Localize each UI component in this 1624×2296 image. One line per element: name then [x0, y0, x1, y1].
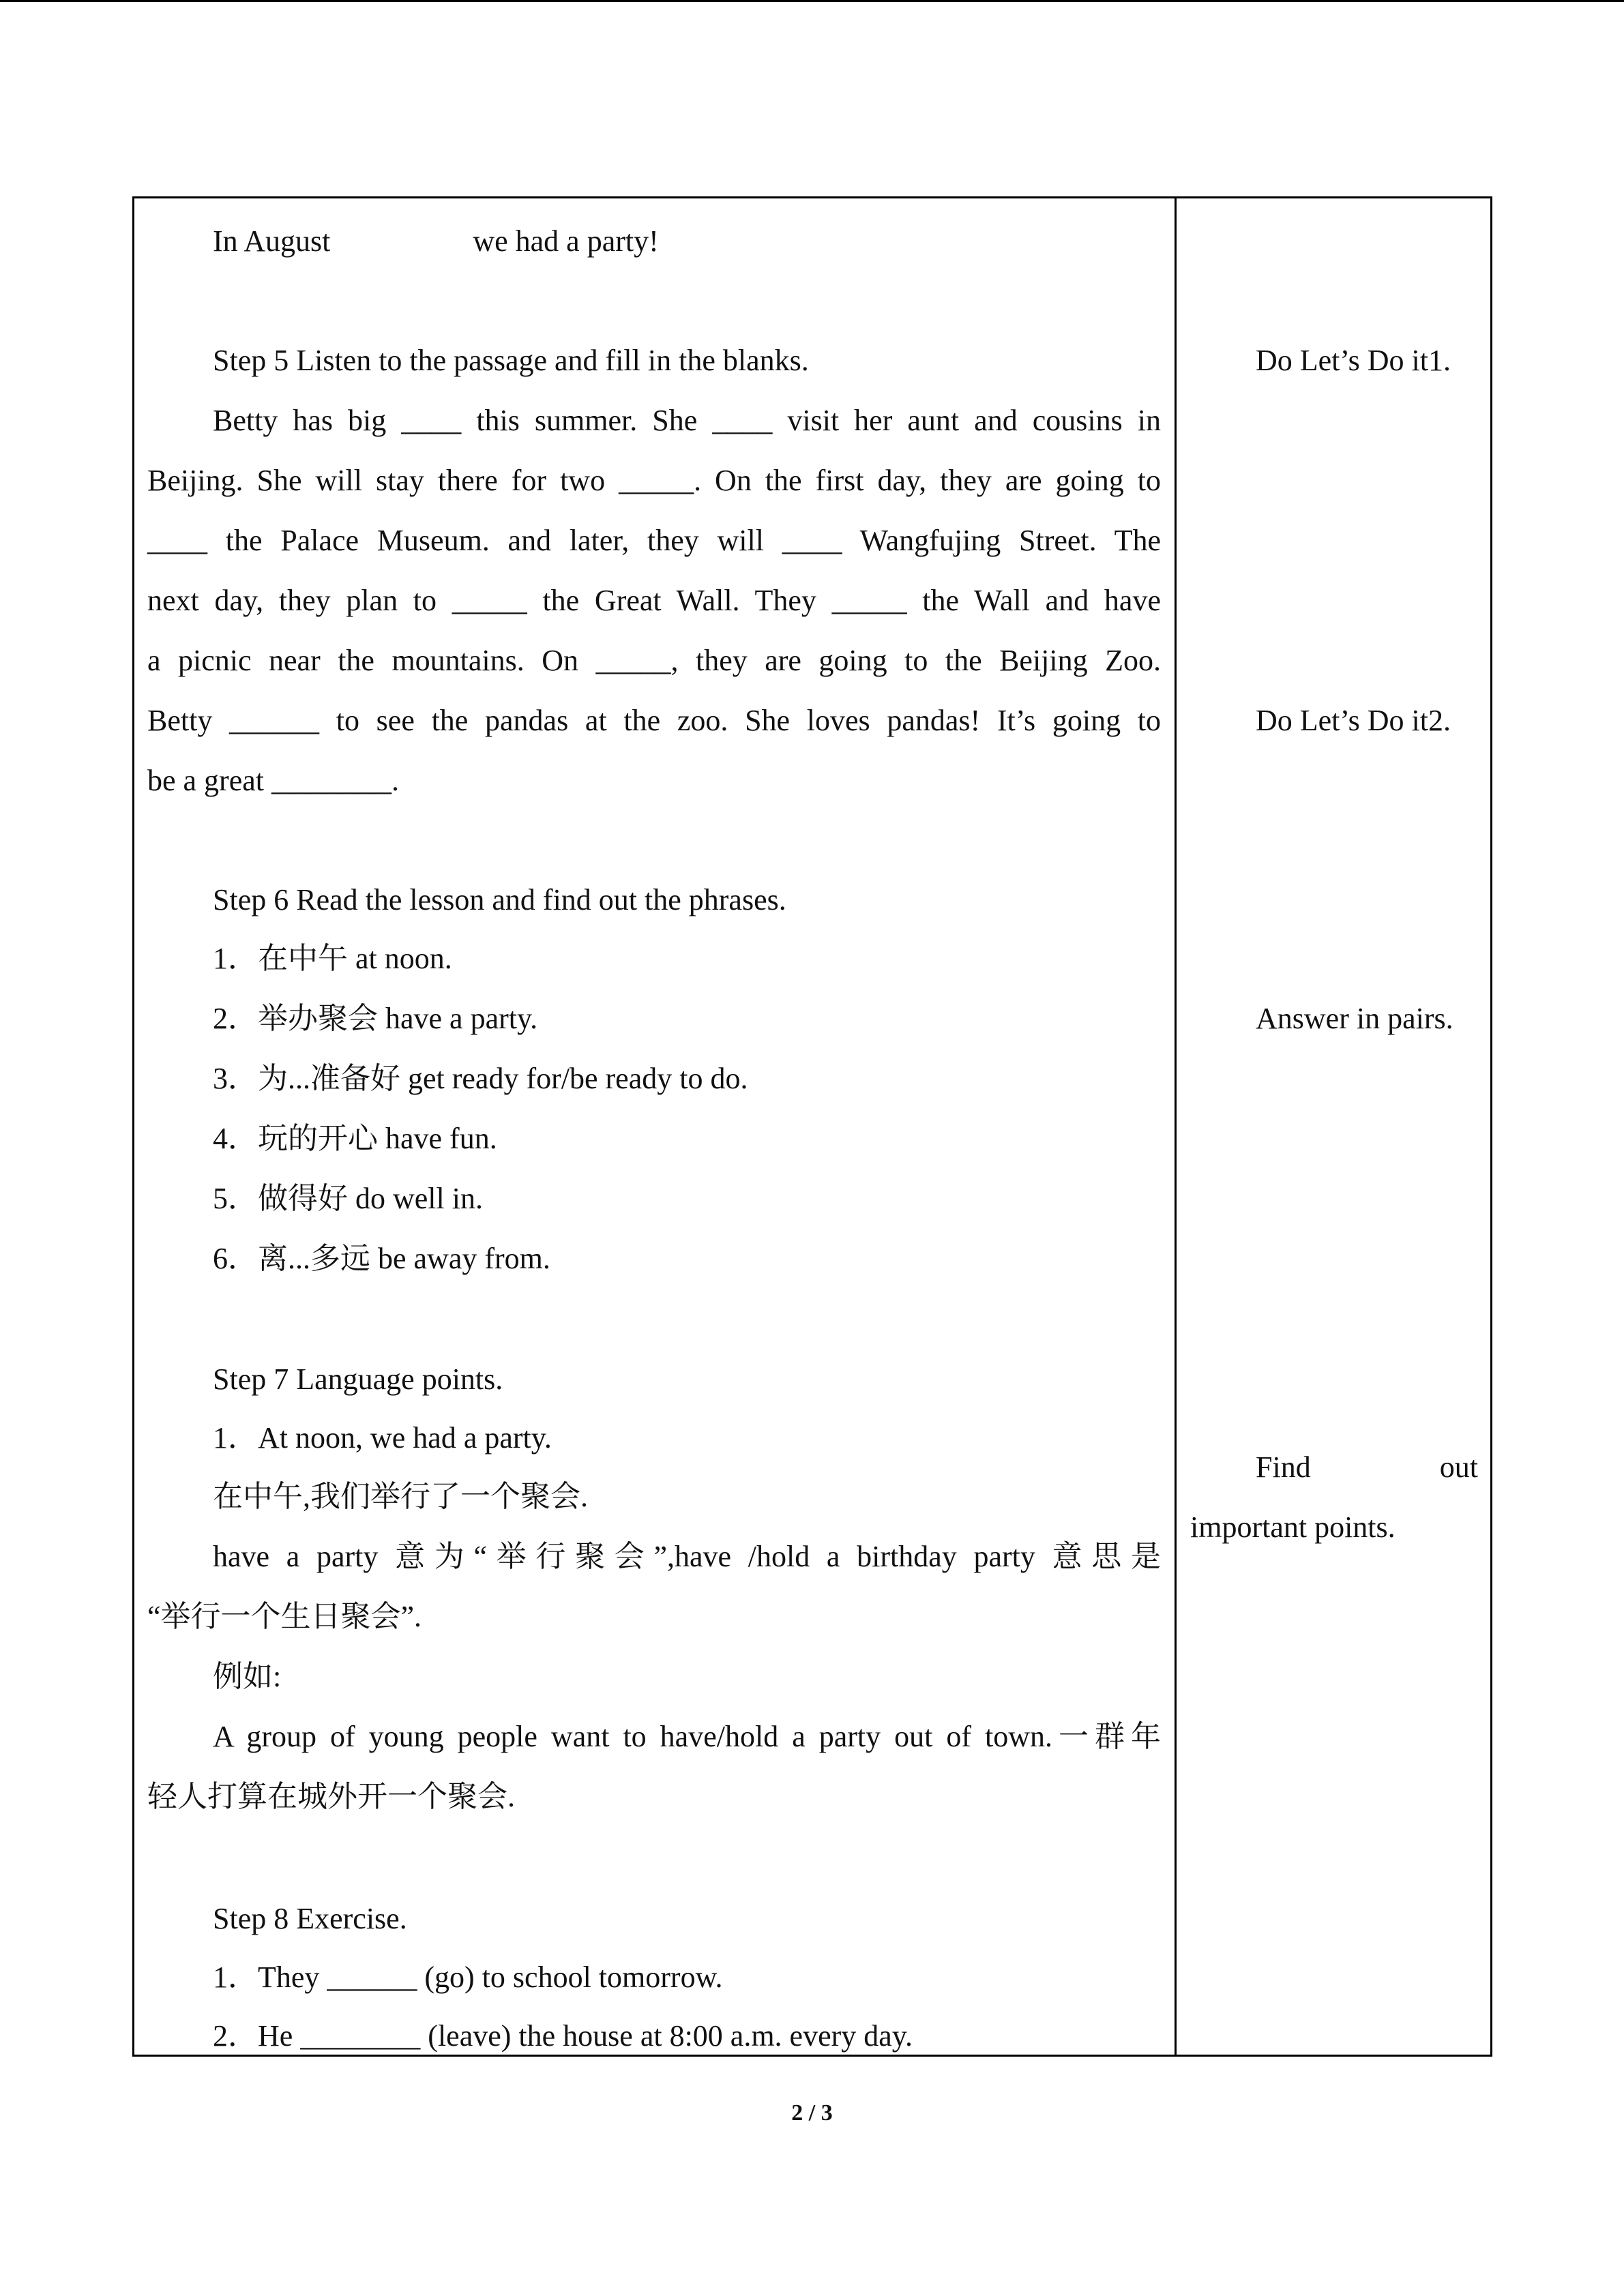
- list-item: 4．玩的开心 have fun.: [213, 1122, 497, 1155]
- text-line: A group of young people want to have/hold a party out of town.一群年: [213, 1720, 1161, 1753]
- list-item: 3．为...准备好 get ready for/be ready to do.: [213, 1062, 748, 1095]
- column-divider: [1175, 196, 1177, 2057]
- text-line: be a great ________.: [147, 764, 399, 797]
- text-line: have a party 意为“举行聚会”,have /hold a birthday party 意思是: [213, 1540, 1161, 1573]
- step-heading: Step 5 Listen to the passage and fill in the blanks.: [213, 344, 809, 377]
- text-line: Betty ______ to see the pandas at the zoo. She loves pandas! It’s going to: [147, 704, 1161, 737]
- text-line: In August we had a party!: [213, 224, 659, 258]
- list-item: 6．离...多远 be away from.: [213, 1242, 550, 1275]
- text-line: 在中午,我们举行了一个聚会.: [213, 1480, 588, 1513]
- text-line: “举行一个生日聚会”.: [147, 1600, 422, 1633]
- activity-note: Do Let’s Do it1.: [1256, 344, 1451, 377]
- activity-note: important points.: [1190, 1510, 1396, 1544]
- text-line: Beijing. She will stay there for two _____. On the first day, they are going to: [147, 464, 1161, 497]
- list-item: 1．At noon, we had a party.: [213, 1421, 552, 1455]
- text-line: Betty has big ____ this summer. She ____ visit her aunt and cousins in: [213, 404, 1161, 437]
- activity-note: Answer in pairs.: [1256, 1002, 1453, 1035]
- list-item: 2．举办聚会 have a party.: [213, 1002, 538, 1035]
- text-line: next day, they plan to _____ the Great Wall. They _____ the Wall and have: [147, 584, 1161, 617]
- list-item: 1．在中午 at noon.: [213, 942, 452, 975]
- list-item: 5．做得好 do well in.: [213, 1182, 483, 1215]
- text-line: 例如:: [213, 1660, 282, 1693]
- page-number: 2 / 3: [791, 2100, 833, 2126]
- text-line: 轻人打算在城外开一个聚会.: [147, 1780, 515, 1813]
- step-heading: Step 8 Exercise.: [213, 1902, 407, 1935]
- page-top-border: [0, 0, 1624, 2]
- list-item: 1．They ______ (go) to school tomorrow.: [213, 1960, 723, 1994]
- step-heading: Step 6 Read the lesson and find out the phrases.: [213, 883, 786, 916]
- text-line: ____ the Palace Museum. and later, they will ____ Wangfujing Street. The: [147, 524, 1161, 557]
- list-item: 2．He ________ (leave) the house at 8:00 a.m. every day.: [213, 2019, 913, 2053]
- activity-note: Find out: [1256, 1450, 1478, 1484]
- activity-note: Do Let’s Do it2.: [1256, 704, 1451, 737]
- text-line: a picnic near the mountains. On _____, they are going to the Beijing Zoo.: [147, 644, 1161, 677]
- step-heading: Step 7 Language points.: [213, 1362, 503, 1396]
